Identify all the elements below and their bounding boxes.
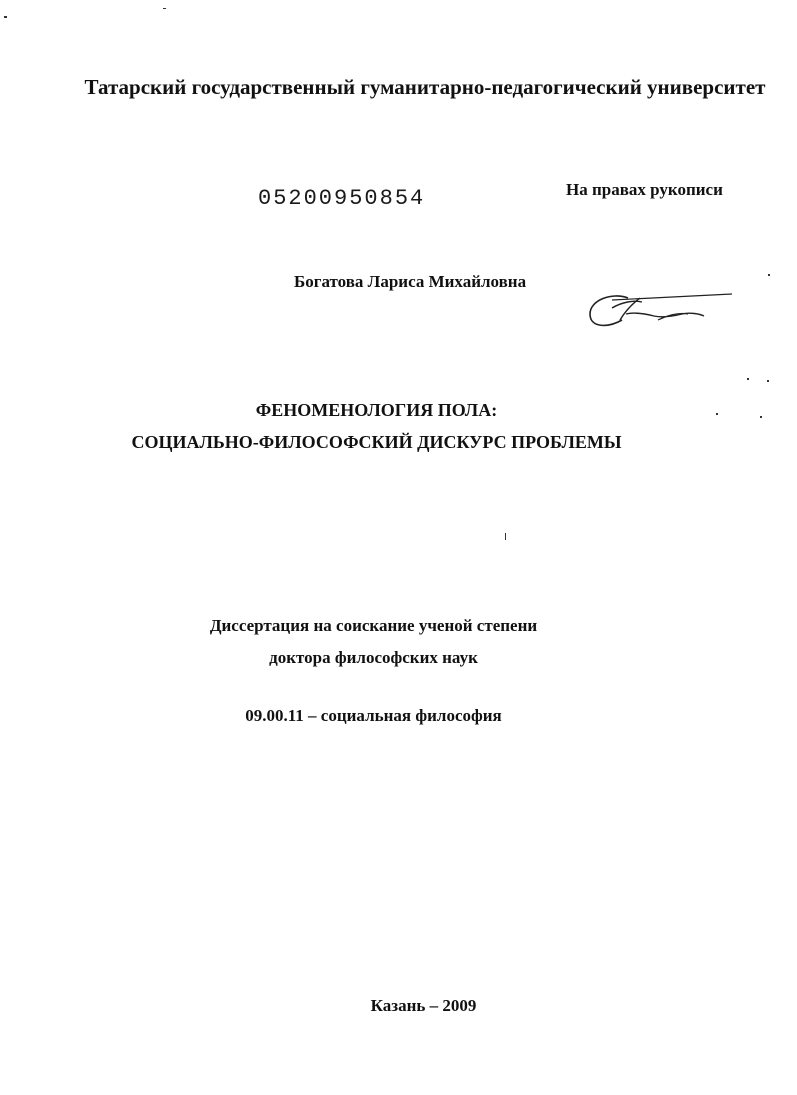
scan-speck	[505, 533, 506, 540]
author-name: Богатова Лариса Михайловна	[294, 272, 527, 291]
scan-speck	[716, 413, 718, 415]
dissertation-title-line-2: СОЦИАЛЬНО-ФИЛОСОФСКИЙ ДИСКУРС ПРОБЛЕМЫ	[131, 432, 622, 452]
manuscript-note: На правах рукописи	[566, 180, 723, 199]
scan-speck	[768, 274, 770, 276]
archive-number: 05200950854	[258, 186, 426, 211]
scan-speck	[767, 380, 769, 382]
scan-speck	[163, 8, 166, 9]
scan-speck	[760, 416, 762, 418]
scan-speck	[747, 378, 749, 380]
city-year: Казань – 2009	[370, 996, 477, 1015]
degree-line-1: Диссертация на соискание ученой степени	[209, 616, 538, 635]
dissertation-title-line-1: ФЕНОМЕНОЛОГИЯ ПОЛА:	[255, 400, 498, 420]
university-name: Татарский государственный гуманитарно-педагогический университет	[84, 75, 766, 99]
scan-speck	[4, 16, 7, 18]
degree-line-2: доктора философских наук	[269, 648, 478, 667]
signature-icon	[582, 280, 742, 336]
specialty-code: 09.00.11 – социальная философия	[245, 706, 502, 725]
